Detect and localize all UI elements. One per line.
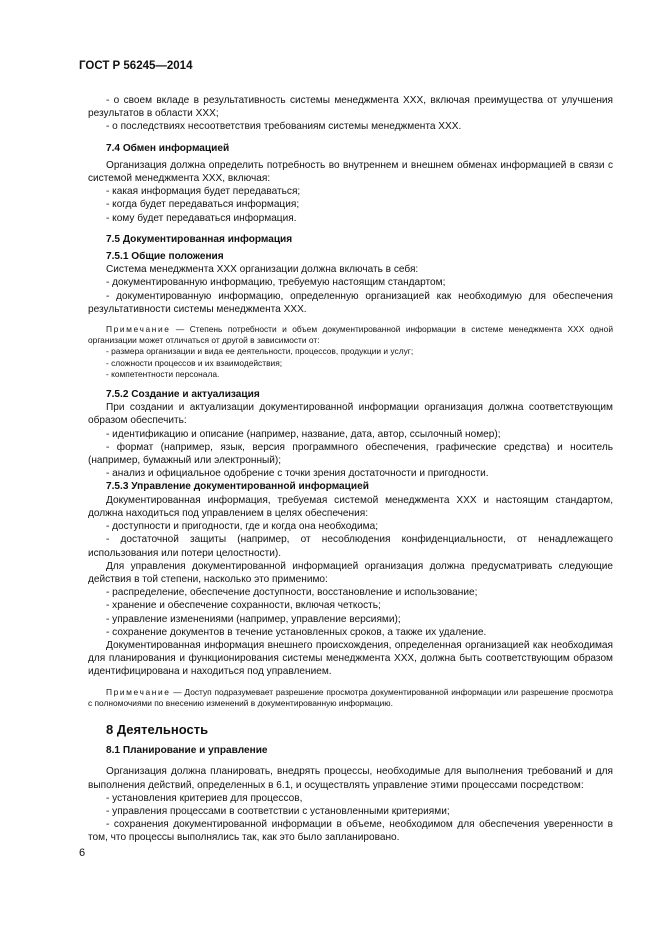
standard-header: ГОСТ Р 56245—2014 [79,60,193,72]
note-item: - размера организации и вида ее деятельности, процессов, продукции и услуг; [106,346,414,357]
list-item: - документированную информацию, требуемую настоящим стандартом; [106,277,446,289]
paragraph: Документированная информация внешнего происхождения, определенная организацией как необходимая для планирования и функционирования системы менеджмента XXX, должна быть соответствующим образом идентифицирована и находиться под управлением. [88,639,613,678]
paragraph: - о последствиях несоответствия требованиям системы менеджмента XXX. [106,121,462,133]
note-2 [88,687,613,709]
section-heading-8-1: 8.1 Планирование и управление [106,745,268,757]
list-item: - кому будет передаваться информация. [106,212,297,224]
note-item: - компетентности персонала. [106,368,220,379]
list-item: - документированную информацию, определенную организацией как необходимую для обеспечения результативности системы менеджмента XXX. [88,290,613,315]
list-item: - управление изменениями (например, управление версиями); [106,613,401,625]
list-item: - хранение и обеспечение сохранности, включая четкость; [106,600,381,612]
paragraph: Документированная информация, требуемая системой менеджмента XXX и настоящим стандартом, должна находиться под управлением в целях обеспечения: [88,494,613,519]
paragraph: Система менеджмента XXX организации должна включать в себя: [106,264,419,276]
section-heading-7-5-3: 7.5.3 Управление документированной информацией [106,481,369,493]
list-item: - идентификацию и описание (например, название, дата, автор, ссылочный номер); [106,428,501,440]
note-label: Примечание [106,686,171,697]
note-item: - сложности процессов и их взаимодействия; [106,357,283,368]
note-1 [88,324,613,346]
list-item: - управления процессами в соответствии с установленными критериями; [106,805,450,817]
list-item: - сохранение документов в течение установленных сроков, а также их удаление. [106,626,487,638]
section-heading-7-5-1: 7.5.1 Общие положения [106,251,224,263]
list-item: - когда будет передаваться информация; [106,199,300,211]
note-text: — Степень потребности и объем документированной информации в системе менеджмента XXX одной организации может отличаться от другой в зависимости от: [88,324,613,346]
list-item: - достаточной защиты (например, от несоблюдения конфиденциальности, от ненадлежащего использования или потери целостности). [88,534,613,559]
list-item: - распределение, обеспечение доступности, восстановление и использование; [106,587,478,599]
list-item: - доступности и пригодности, где и когда она необходима; [106,521,378,533]
paragraph: Организация должна планировать, внедрять процессы, необходимые для выполнения требований и для выполнения действий, определенных в 6.1, и осуществлять управление этими процессами посредством: [88,766,613,791]
paragraph: При создании и актуализации документированной информации организация должна соответствующим образом обеспечить: [88,402,613,427]
section-heading-7-5-2: 7.5.2 Создание и актуализация [106,389,260,401]
section-heading-7-4: 7.4 Обмен информацией [106,142,230,154]
list-item: - сохранения документированной информации в объеме, необходимом для обеспечения уверенности в том, что процессы выполнялись так, как это было запланировано. [88,819,613,844]
list-item: - формат (например, язык, версия программного обеспечения, графические средства) и носитель (например, бумажный или электронный); [88,441,613,467]
section-heading-8: 8 Деятельность [106,721,209,737]
page-number: 6 [79,847,86,859]
page-content [88,94,613,845]
note-label: Примечание [106,324,171,335]
section-heading-7-5: 7.5 Документированная информация [106,233,293,245]
paragraph: - о своем вкладе в результативность системы менеджмента XXX, включая преимущества от улучшения результатов в области XXX; [88,95,613,120]
list-item: - анализ и официальное одобрение с точки зрения достаточности и пригодности. [106,468,489,480]
list-item: - какая информация будет передаваться; [106,186,301,198]
paragraph: Для управления документированной информацией организация должна предусматривать следующие действия в той степени, насколько это применимо: [88,560,613,585]
note-text: — Доступ подразумевает разрешение просмотра документированной информации или разрешение просмотра с полномочиями по внесению изменений в документированную информацию. [88,686,613,708]
list-item: - установления критериев для процессов, [106,792,303,804]
paragraph: Организация должна определить потребность во внутреннем и внешнем обменах информацией в связи с системой менеджмента XXX, включая: [88,159,613,185]
